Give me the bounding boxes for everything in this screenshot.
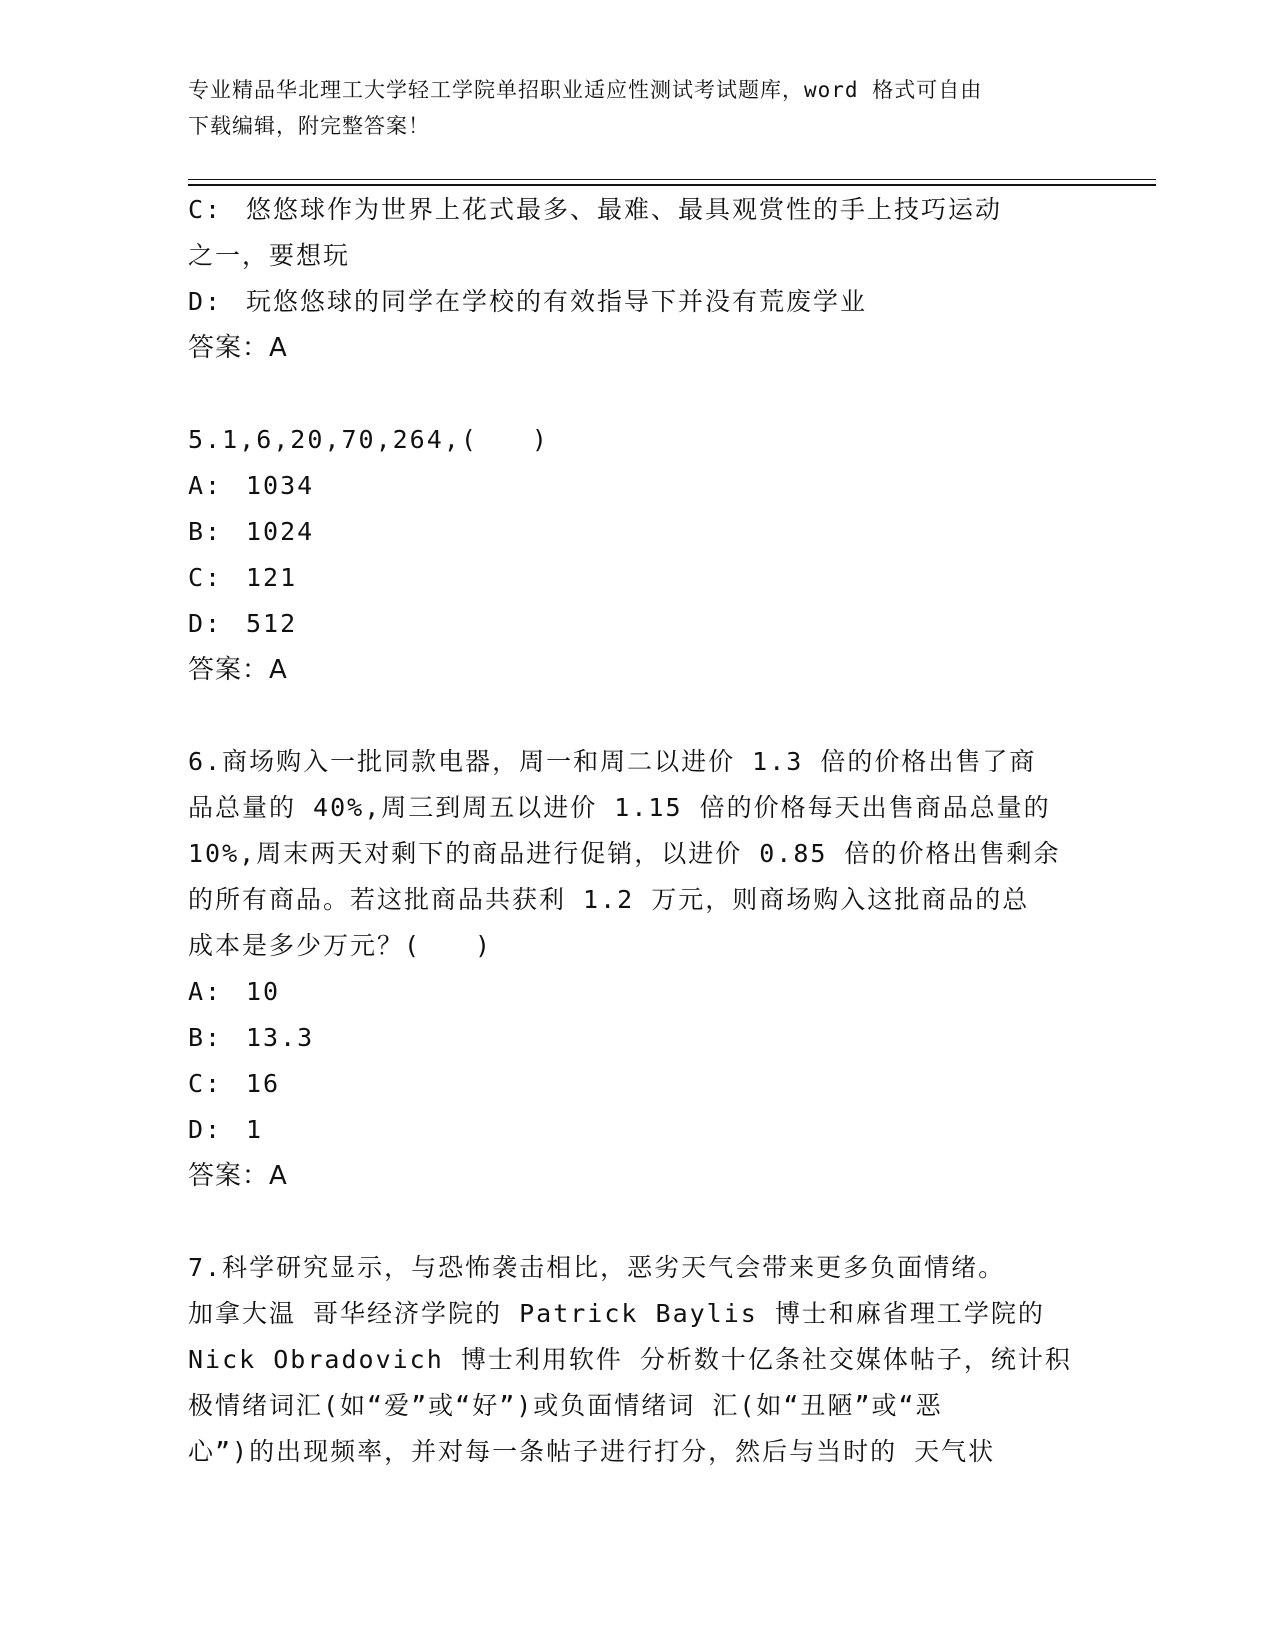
header-line-2: 下载编辑，附完整答案！ xyxy=(188,114,430,138)
option-d xyxy=(188,279,1088,325)
page-header xyxy=(188,72,1078,144)
option-b xyxy=(188,509,1088,555)
question-5 xyxy=(188,417,1088,693)
option-key: B: xyxy=(188,1023,223,1052)
option-key: C: xyxy=(188,195,223,224)
question-stem-line: 成本是多少万元？( ) xyxy=(188,931,493,960)
question-stem-line: 6.商场购入一批同款电器，周一和周二以进价 1.3 倍的价格出售了商 xyxy=(188,747,1037,776)
option-text: 玩悠悠球的同学在学校的有效指导下并没有荒废学业 xyxy=(246,287,868,316)
option-text: 13.3 xyxy=(246,1023,315,1052)
question-stem-line: 品总量的 40%,周三到周五以进价 1.15 倍的价格每天出售商品总量的 xyxy=(188,793,1051,822)
option-a xyxy=(188,463,1088,509)
question-stem-line: 10%,周末两天对剩下的商品进行促销，以进价 0.85 倍的价格出售剩余 xyxy=(188,839,1061,868)
question-7 xyxy=(188,1245,1088,1475)
option-key: A: xyxy=(188,977,223,1006)
answer-label: 答案：A xyxy=(188,333,288,363)
option-d xyxy=(188,601,1088,647)
option-key: D: xyxy=(188,1115,223,1144)
header-divider-thin xyxy=(188,179,1156,180)
question-content xyxy=(188,187,1088,1475)
option-key: C: xyxy=(188,563,223,592)
question-stem-line: Nick Obradovich 博士利用软件 分析数十亿条社交媒体帖子，统计积 xyxy=(188,1345,1072,1374)
option-text: 10 xyxy=(246,977,281,1006)
question-4-tail xyxy=(188,187,1088,371)
question-stem-line: 的所有商品。若这批商品共获利 1.2 万元，则商场购入这批商品的总 xyxy=(188,885,1030,914)
option-key: B: xyxy=(188,517,223,546)
question-stem-line: 加拿大温 哥华经济学院的 Patrick Baylis 博士和麻省理工学院的 xyxy=(188,1299,1045,1328)
option-text: 1034 xyxy=(246,471,315,500)
option-key: D: xyxy=(188,287,223,316)
option-c xyxy=(188,1061,1088,1107)
option-text: 16 xyxy=(246,1069,281,1098)
option-key: C: xyxy=(188,1069,223,1098)
question-stem-line: 心”)的出现频率，并对每一条帖子进行打分，然后与当时的 天气状 xyxy=(188,1437,996,1466)
question-6 xyxy=(188,739,1088,1199)
question-stem: 5.1,6,20,70,264,( ) xyxy=(188,425,549,454)
question-stem-line: 极情绪词汇(如“爱”或“好”)或负面情绪词 汇(如“丑陋”或“恶 xyxy=(188,1391,943,1420)
option-text: 1 xyxy=(246,1115,264,1144)
header-divider-thick xyxy=(188,184,1156,186)
answer-label: 答案：A xyxy=(188,1161,288,1191)
option-d xyxy=(188,1107,1088,1153)
option-text: 1024 xyxy=(246,517,315,546)
option-a xyxy=(188,969,1088,1015)
option-c xyxy=(188,555,1088,601)
option-b xyxy=(188,1015,1088,1061)
option-text: 121 xyxy=(246,563,298,592)
answer-label: 答案：A xyxy=(188,655,288,685)
option-key: D: xyxy=(188,609,223,638)
header-line-1: 专业精品华北理工大学轻工学院单招职业适应性测试考试题库，word 格式可自由 xyxy=(188,78,983,102)
question-stem-line: 7.科学研究显示，与恐怖袭击相比，恶劣天气会带来更多负面情绪。 xyxy=(188,1253,1006,1282)
option-text: 512 xyxy=(246,609,298,638)
option-c xyxy=(188,187,1088,233)
option-key: A: xyxy=(188,471,223,500)
option-text: 悠悠球作为世界上花式最多、最难、最具观赏性的手上技巧运动 xyxy=(246,195,1003,224)
option-c-continuation: 之一，要想玩 xyxy=(188,241,351,270)
